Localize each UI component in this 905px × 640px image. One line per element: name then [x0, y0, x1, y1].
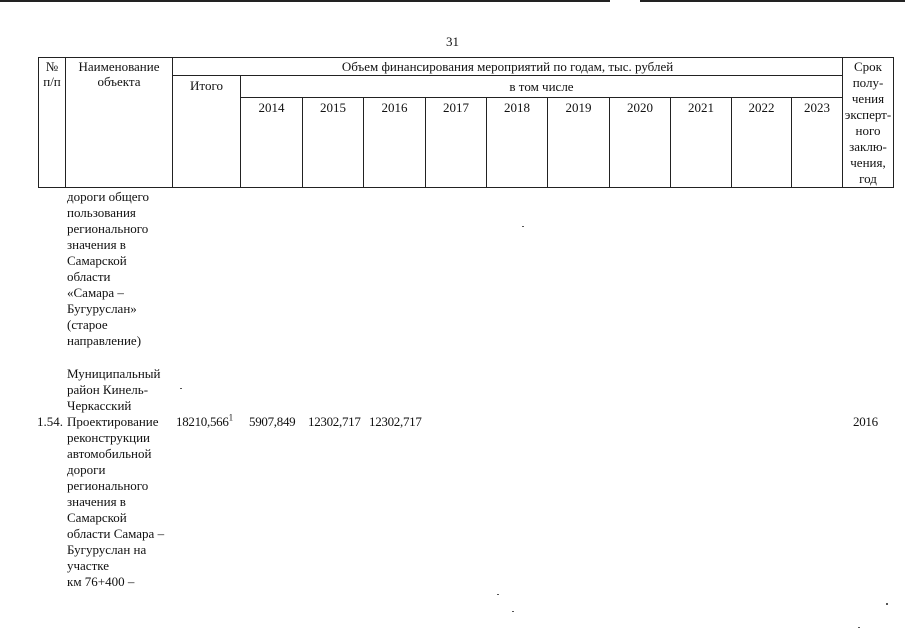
page-top-border: [0, 0, 610, 2]
header-bottom-border: [38, 187, 894, 188]
scan-speck: [512, 611, 514, 612]
header-right-border: [893, 57, 894, 188]
header-year-2016: 2016: [381, 100, 408, 115]
page-top-border: [640, 0, 905, 2]
header-term: Срок полу- чения эксперт- ного заклю- чения, год: [844, 59, 892, 186]
header-year-2020: 2020: [627, 100, 653, 115]
table-header: [38, 57, 894, 188]
header-year-2018: 2018: [504, 100, 530, 115]
col-divider: [65, 57, 66, 188]
header-year-2014: 2014: [258, 100, 285, 115]
row-divider: [172, 75, 843, 76]
header-year-2017: 2017: [443, 100, 469, 115]
row-term: 2016: [853, 414, 878, 429]
header-year-2022: 2022: [748, 100, 775, 115]
header-year-2021: 2021: [688, 100, 714, 115]
row-name: Проектирование реконструкции автомобильной дороги регионального значения в Самарской области Самара – Бугуруслан на участке км 76+400 –: [67, 414, 165, 589]
page-number: 31: [446, 34, 459, 49]
header-including: в том числе: [509, 79, 574, 94]
header-year-2019: 2019: [565, 100, 592, 115]
header-total: Итого: [190, 78, 223, 93]
row-2014: 5907,849: [249, 414, 296, 429]
row-divider: [240, 97, 843, 98]
header-year-2015: 2015: [320, 100, 346, 115]
col-divider: [172, 57, 173, 188]
row-2015: 12302,717: [308, 414, 361, 429]
section-title: Муниципальный район Кинель- Черкасский: [67, 366, 161, 413]
row-total: [176, 414, 233, 430]
header-year-2023: 2023: [804, 100, 830, 115]
row-2016: 12302,717: [369, 414, 422, 429]
scan-speck: [522, 226, 524, 227]
row-total-value: 18210,566: [176, 414, 229, 429]
row-number: 1.54.: [37, 414, 63, 429]
header-financing: Объем финансирования мероприятий по годам, тыс. рублей: [341, 59, 674, 74]
row-total-footnote: 1: [228, 412, 233, 423]
scan-speck: [886, 603, 888, 605]
scan-speck: [180, 388, 182, 389]
continuation-text: дороги общего пользования регионального значения в Самарской области «Самара – Бугуруслан» (старое направление): [67, 189, 150, 348]
header-num: № п/п: [43, 59, 61, 89]
scan-speck: [497, 594, 499, 595]
header-top-border: [38, 57, 894, 58]
header-name: Наименование объекта: [78, 59, 160, 89]
scan-speck: [858, 627, 860, 628]
